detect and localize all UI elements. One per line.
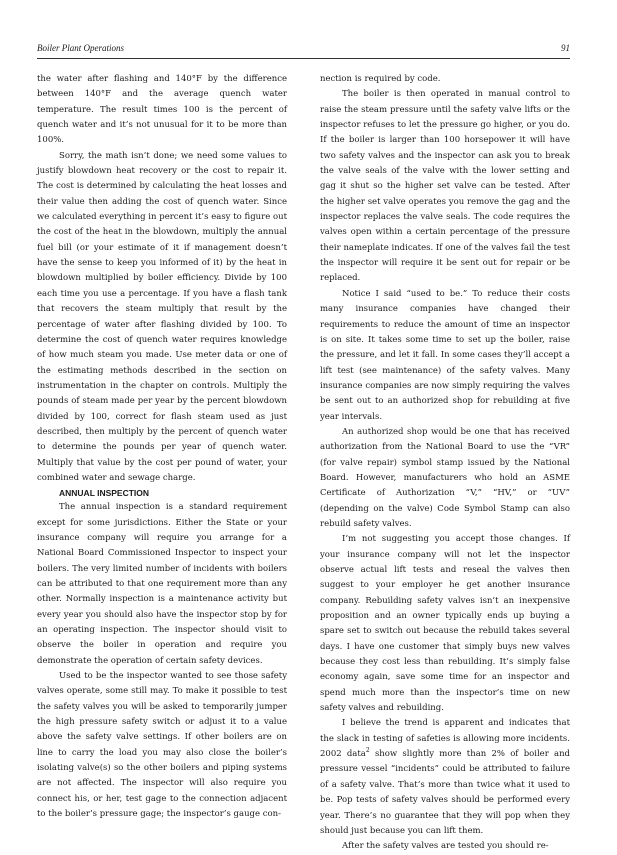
section-heading: ANNUAL INSPECTION	[59, 488, 150, 499]
paragraph-text: show slightly more than 2% of boiler and pressure vessel “incidents” could be attributed to failure of a safety valve. That’s more than twice what it used to be. Pop tests of safety valves should be performed every year. There’s no guarantee that they will pop when they should just because you can lift them.	[320, 749, 570, 836]
footnote-marker: 2	[365, 747, 370, 755]
paragraph: I’m not suggesting you accept those changes. If your insurance company will not let the inspector observe actual lift tests and reseal the valves then suggest to your employer he get another insurance company. Rebuilding safety valves isn’t an inexpensive proposition and an owner typically ends up buying a spare set to switch out because the rebuild takes several days. I have one customer that simply buys new valves because they cost less than rebuilding. It’s simply false economy again, save some time for an inspector and spend much more than the inspector’s time on new safety valves and rebuilding.	[320, 534, 570, 714]
running-header	[37, 43, 570, 57]
paragraph: An authorized shop would be one that has received authorization from the National Board to use the “VR” (for valve repair) symbol stamp issued by the National Board. However, manufacturers who hold an ASME Certificate of Authorization “V,” “HV,” or “UV” (depending on the valve) Code Symbol Stamp can also rebuild safety valves.	[320, 426, 570, 529]
paragraph: Notice I said “used to be.” To reduce their costs many insurance companies have changed their requirements to reduce the amount of time an inspector is on site. It takes some time to set up the boiler, raise the pressure, and let it fall. In some cases they’ll accept a lift test (see maintenance) of the safety valves. Many insurance companies are now simply requiring the valves be sent out to an authorized shop for rebuilding at five year intervals.	[320, 288, 570, 422]
paragraph: the water after flashing and 140°F by the difference between 140°F and the average quench water temperature. The result times 100 is the percent of quench water and it’s not unusual for it to be more than 100%.	[37, 74, 287, 146]
header-rule	[37, 58, 570, 59]
paragraph-text: I believe the trend is apparent and indicates that the slack in testing of safeties is allowing more incidents. 2002 data	[320, 718, 570, 760]
left-column	[37, 72, 287, 823]
paragraph: The annual inspection is a standard requirement except for some jurisdictions. Either the State or your insurance company will require you arrange for a National Board Commissioned Inspector to inspect your boilers. The very limited number of incidents with boilers can be attributed to that one requirement more than any other. Normally inspection is a maintenance activity but every year you should also have the inspector stop by for an operating inspection. The inspector should visit to observe the boiler in operation and require you demonstrate the operation of certain safety devices.	[37, 502, 287, 666]
book-title: Boiler Plant Operations	[37, 43, 124, 53]
paragraph: nection is required by code.	[320, 74, 441, 84]
paragraph: After the safety valves are tested you should re-	[342, 841, 549, 852]
paragraph: Sorry, the math isn’t done; we need some values to justify blowdown heat recovery or the cost to repair it. The cost is determined by calculating the heat losses and their value then adding the cost of quench water. Since we calculated everything in percent it’s easy to figure out the cost of the heat in the blowdown, multiply the annual fuel bill (or your estimate of it if management doesn’t have the sense to keep you informed of it) by the heat in blowdown multiplied by boiler efficiency. Divide by 100 each time you use a percentage. If you have a flash tank that recovers the steam multiply that result by the percentage of water after flashing divided by 100. To determine the cost of quench water requires knowledge of how much steam you made. Use meter data or one of the estimating methods described in the section on instrumentation in the chapter on controls. Multiply the pounds of steam made per year by the percent blowdown divided by 100, correct for flash steam used as just described, then multiply by the percent of quench water to determine the pounds per year of quench water. Multiply that value by the cost per pound of water, your combined water and sewage charge.	[37, 150, 287, 483]
page-number: 91	[561, 43, 570, 53]
paragraph	[320, 716, 570, 839]
right-column	[320, 72, 570, 855]
paragraph: The boiler is then operated in manual control to raise the steam pressure until the safety valve lifts or the inspector refuses to let the pressure go higher, or you do. If the boiler is larger than 100 horsepower it will have two safety valves and the inspector can ask you to break the valve seals of the valve with the lower setting and gag it shut so the higher set valve can be tested. After the higher set valve operates you remove the gag and the inspector replaces the valve seals. The code requires the valves open within a certain percentage of the pressure their nameplate indicates. If one of the valves fail the test the inspector will require it be sent out for repair or be replaced.	[320, 89, 570, 284]
paragraph: Used to be the inspector wanted to see those safety valves operate, some still may. To make it possible to test the safety valves you will be asked to temporarily jumper the high pressure safety switch or adjust it to a value above the safety valve settings. If other boilers are on line to carry the load you may also close the boiler’s isolating valve(s) so the other boilers and piping systems are not affected. The inspector will also require you connect his, or her, test gage to the connection adjacent to the boiler’s pressure gage; the inspector’s gauge con-	[37, 671, 287, 820]
